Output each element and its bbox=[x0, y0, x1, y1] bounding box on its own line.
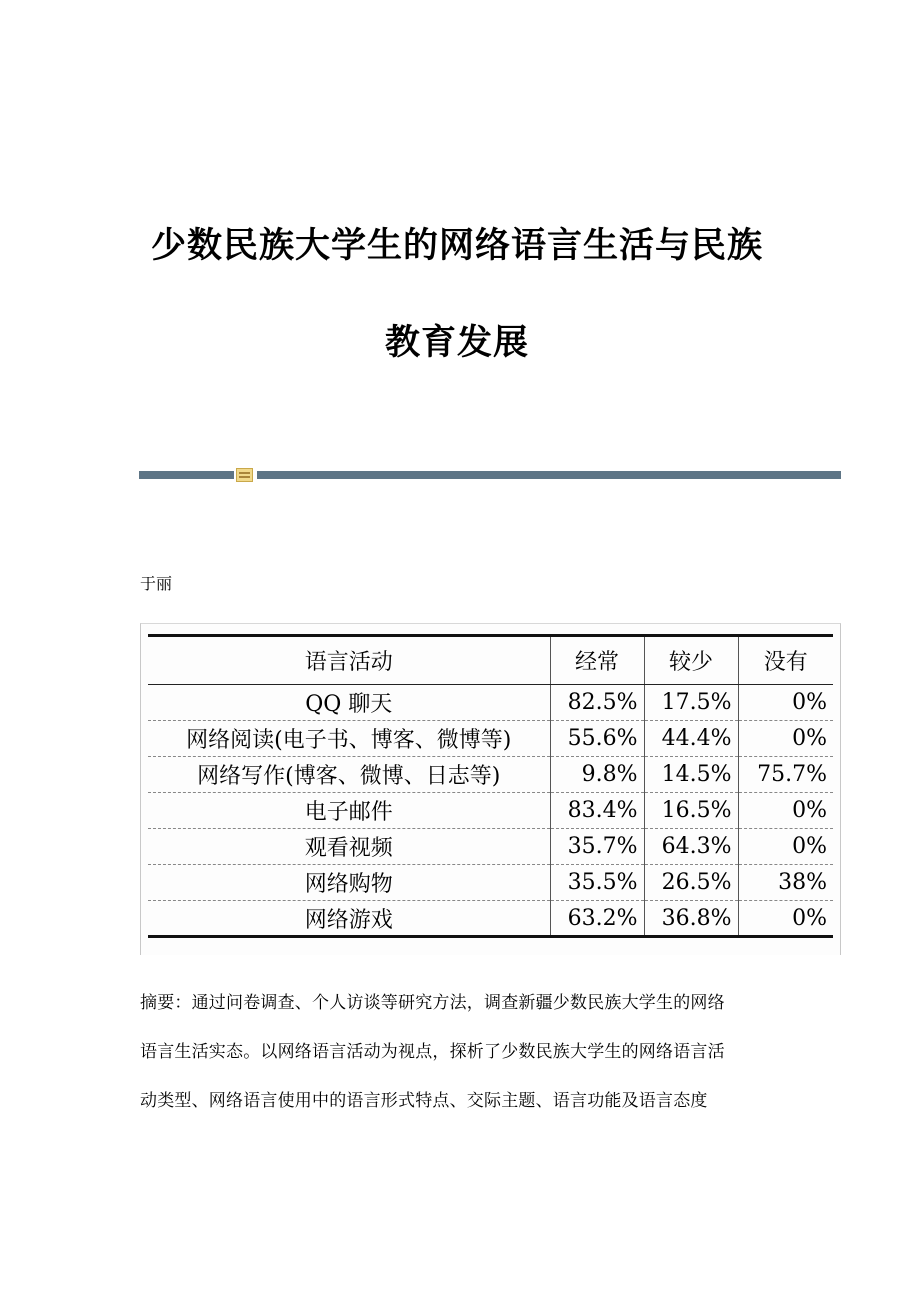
cell-often: 35.7% bbox=[550, 829, 644, 865]
cell-rarely: 36.8% bbox=[644, 901, 738, 937]
cell-rarely: 17.5% bbox=[644, 685, 738, 721]
header-often: 经常 bbox=[550, 636, 644, 685]
author-name: 于丽 bbox=[140, 574, 173, 593]
table-row bbox=[148, 865, 833, 901]
table-row bbox=[148, 757, 833, 793]
cell-activity: 网络写作(博客、微博、日志等) bbox=[148, 757, 550, 793]
table-header-row bbox=[148, 636, 833, 685]
cell-rarely: 26.5% bbox=[644, 865, 738, 901]
table-row bbox=[148, 901, 833, 937]
cell-activity: QQ 聊天 bbox=[148, 685, 550, 721]
cell-activity: 网络游戏 bbox=[148, 901, 550, 937]
cell-often: 82.5% bbox=[550, 685, 644, 721]
cell-activity: 观看视频 bbox=[148, 829, 550, 865]
cell-rarely: 16.5% bbox=[644, 793, 738, 829]
cell-often: 83.4% bbox=[550, 793, 644, 829]
envelope-icon bbox=[236, 468, 253, 482]
cell-never: 0% bbox=[738, 685, 833, 721]
activity-table bbox=[148, 634, 833, 938]
title-divider-left bbox=[139, 471, 234, 479]
cell-rarely: 64.3% bbox=[644, 829, 738, 865]
cell-often: 63.2% bbox=[550, 901, 644, 937]
cell-activity: 网络购物 bbox=[148, 865, 550, 901]
table-row bbox=[148, 685, 833, 721]
cell-often: 9.8% bbox=[550, 757, 644, 793]
cell-activity: 电子邮件 bbox=[148, 793, 550, 829]
cell-never: 0% bbox=[738, 829, 833, 865]
cell-rarely: 14.5% bbox=[644, 757, 738, 793]
header-activity: 语言活动 bbox=[148, 636, 550, 685]
abstract-line-2: 语言生活实态。以网络语言活动为视点，探析了少数民族大学生的网络语言活 bbox=[140, 1042, 725, 1062]
abstract-line-3: 动类型、网络语言使用中的语言形式特点、交际主题、语言功能及语言态度 bbox=[140, 1091, 708, 1111]
header-never: 没有 bbox=[738, 636, 833, 685]
cell-often: 55.6% bbox=[550, 721, 644, 757]
cell-activity: 网络阅读(电子书、博客、微博等) bbox=[148, 721, 550, 757]
abstract-line-1: 摘要：通过问卷调查、个人访谈等研究方法，调查新疆少数民族大学生的网络 bbox=[140, 993, 725, 1013]
cell-often: 35.5% bbox=[550, 865, 644, 901]
table-row bbox=[148, 793, 833, 829]
document-title-line-2: 教育发展 bbox=[384, 322, 529, 363]
cell-never: 0% bbox=[738, 793, 833, 829]
cell-never: 0% bbox=[738, 721, 833, 757]
cell-never: 75.7% bbox=[738, 757, 833, 793]
title-divider-right bbox=[257, 471, 841, 479]
table-row bbox=[148, 829, 833, 865]
table-row bbox=[148, 721, 833, 757]
cell-never: 0% bbox=[738, 901, 833, 937]
document-title-line-1: 少数民族大学生的网络语言生活与民族 bbox=[150, 225, 763, 266]
header-rarely: 较少 bbox=[644, 636, 738, 685]
cell-rarely: 44.4% bbox=[644, 721, 738, 757]
cell-never: 38% bbox=[738, 865, 833, 901]
